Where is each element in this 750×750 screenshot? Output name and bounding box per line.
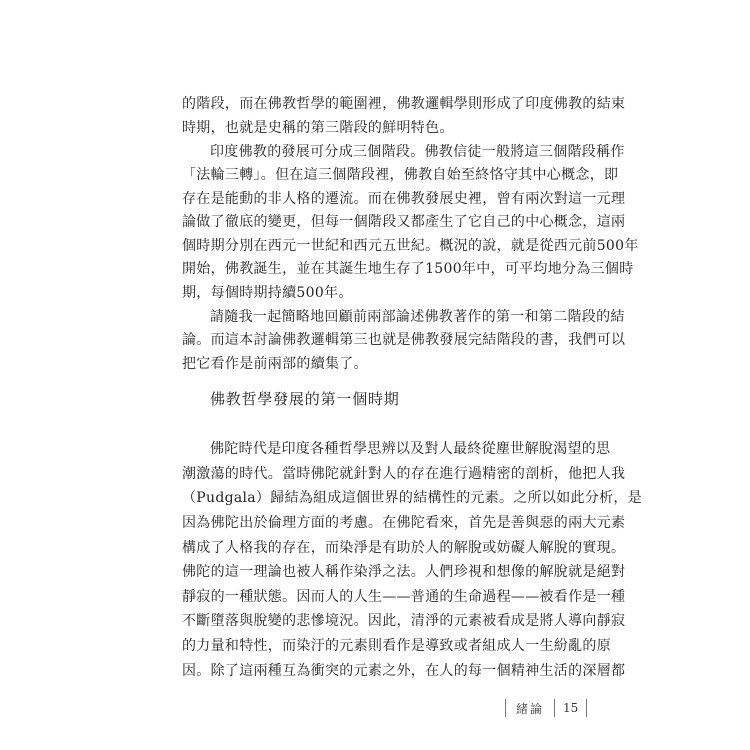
section-line: 因。除了這兩種互為衝突的元素之外，在人的每一個精神生活的深層都 — [182, 663, 626, 679]
section-line: 的力量和特性，而染汙的元素則看作是導致或者組成人一生紛亂的原 — [182, 638, 611, 654]
section-line: 佛陀時代是印度各種哲學思辨以及對人最終從塵世解脫渴望的思 — [210, 441, 611, 457]
body-line: 的階段，而在佛教哲學的範圍裡，佛教邏輯學則形成了印度佛教的結束 — [182, 96, 626, 112]
body-line: 開始，佛教誕生，並在其誕生地生存了1500年中，可平均地分為三個時 — [182, 261, 634, 277]
section-heading: 佛教哲學發展的第一個時期 — [210, 390, 400, 408]
body-line: 存在是能動的非人格的遷流。而在佛教發展史裡，曾有兩次對這一元理 — [182, 191, 626, 207]
page-number: 15 — [563, 701, 579, 715]
section-line: 潮激蕩的時代。當時佛陀就針對人的存在進行過精密的剖析，他把人我 — [182, 466, 626, 482]
section-line: 構成了人格我的存在，而染淨是有助於人的解脫或妨礙人解脫的實現。 — [182, 540, 626, 556]
body-line: 「法輪三轉」。但在這三個階段裡，佛教自始至終恪守其中心概念，即 — [182, 167, 619, 183]
section-line: 靜寂的一種狀態。因而人的人生——普通的生命過程——被看作是一種 — [182, 589, 626, 605]
body-line: 個時期分別在西元一世紀和西元五世紀。概況的說，就是從西元前500年 — [182, 238, 639, 254]
body-line: 論。而這本討論佛教邏輯第三也就是佛教發展完結階段的書，我們可以 — [182, 332, 626, 348]
section-line: （Pudgala）歸結為組成這個世界的結構性的元素。之所以如此分析，是 — [182, 490, 643, 506]
footer-divider-right — [586, 699, 587, 717]
body-line: 期，每個時期持續500年。 — [182, 285, 353, 301]
section-line: 不斷墮落與脫變的悲慘境況。因此，清淨的元素被看成是將人導向靜寂 — [182, 613, 626, 629]
body-line: 印度佛教的發展可分成三個階段。佛教信徒一般將這三個階段稱作 — [210, 144, 625, 160]
body-line: 時期，也就是史稱的第三階段的鮮明特色。 — [182, 120, 454, 136]
body-line: 請隨我一起簡略地回顧前兩部論述佛教著作的第一和第二階段的結 — [210, 309, 625, 325]
page-footer — [505, 698, 587, 718]
section-line: 因為佛陀出於倫理方面的考慮。在佛陀看來，首先是善與惡的兩大元素 — [182, 515, 626, 531]
body-line: 論做了徹底的變更，但每一個階段又都產生了它自己的中心概念，這兩 — [182, 214, 626, 230]
section-line: 佛陀的這一理論也被人稱作染淨之法。人們珍視和想像的解脫就是絕對 — [182, 564, 626, 580]
body-line: 把它看作是前兩部的續集了。 — [182, 356, 368, 372]
footer-chapter-title: 緒論 — [516, 701, 545, 716]
